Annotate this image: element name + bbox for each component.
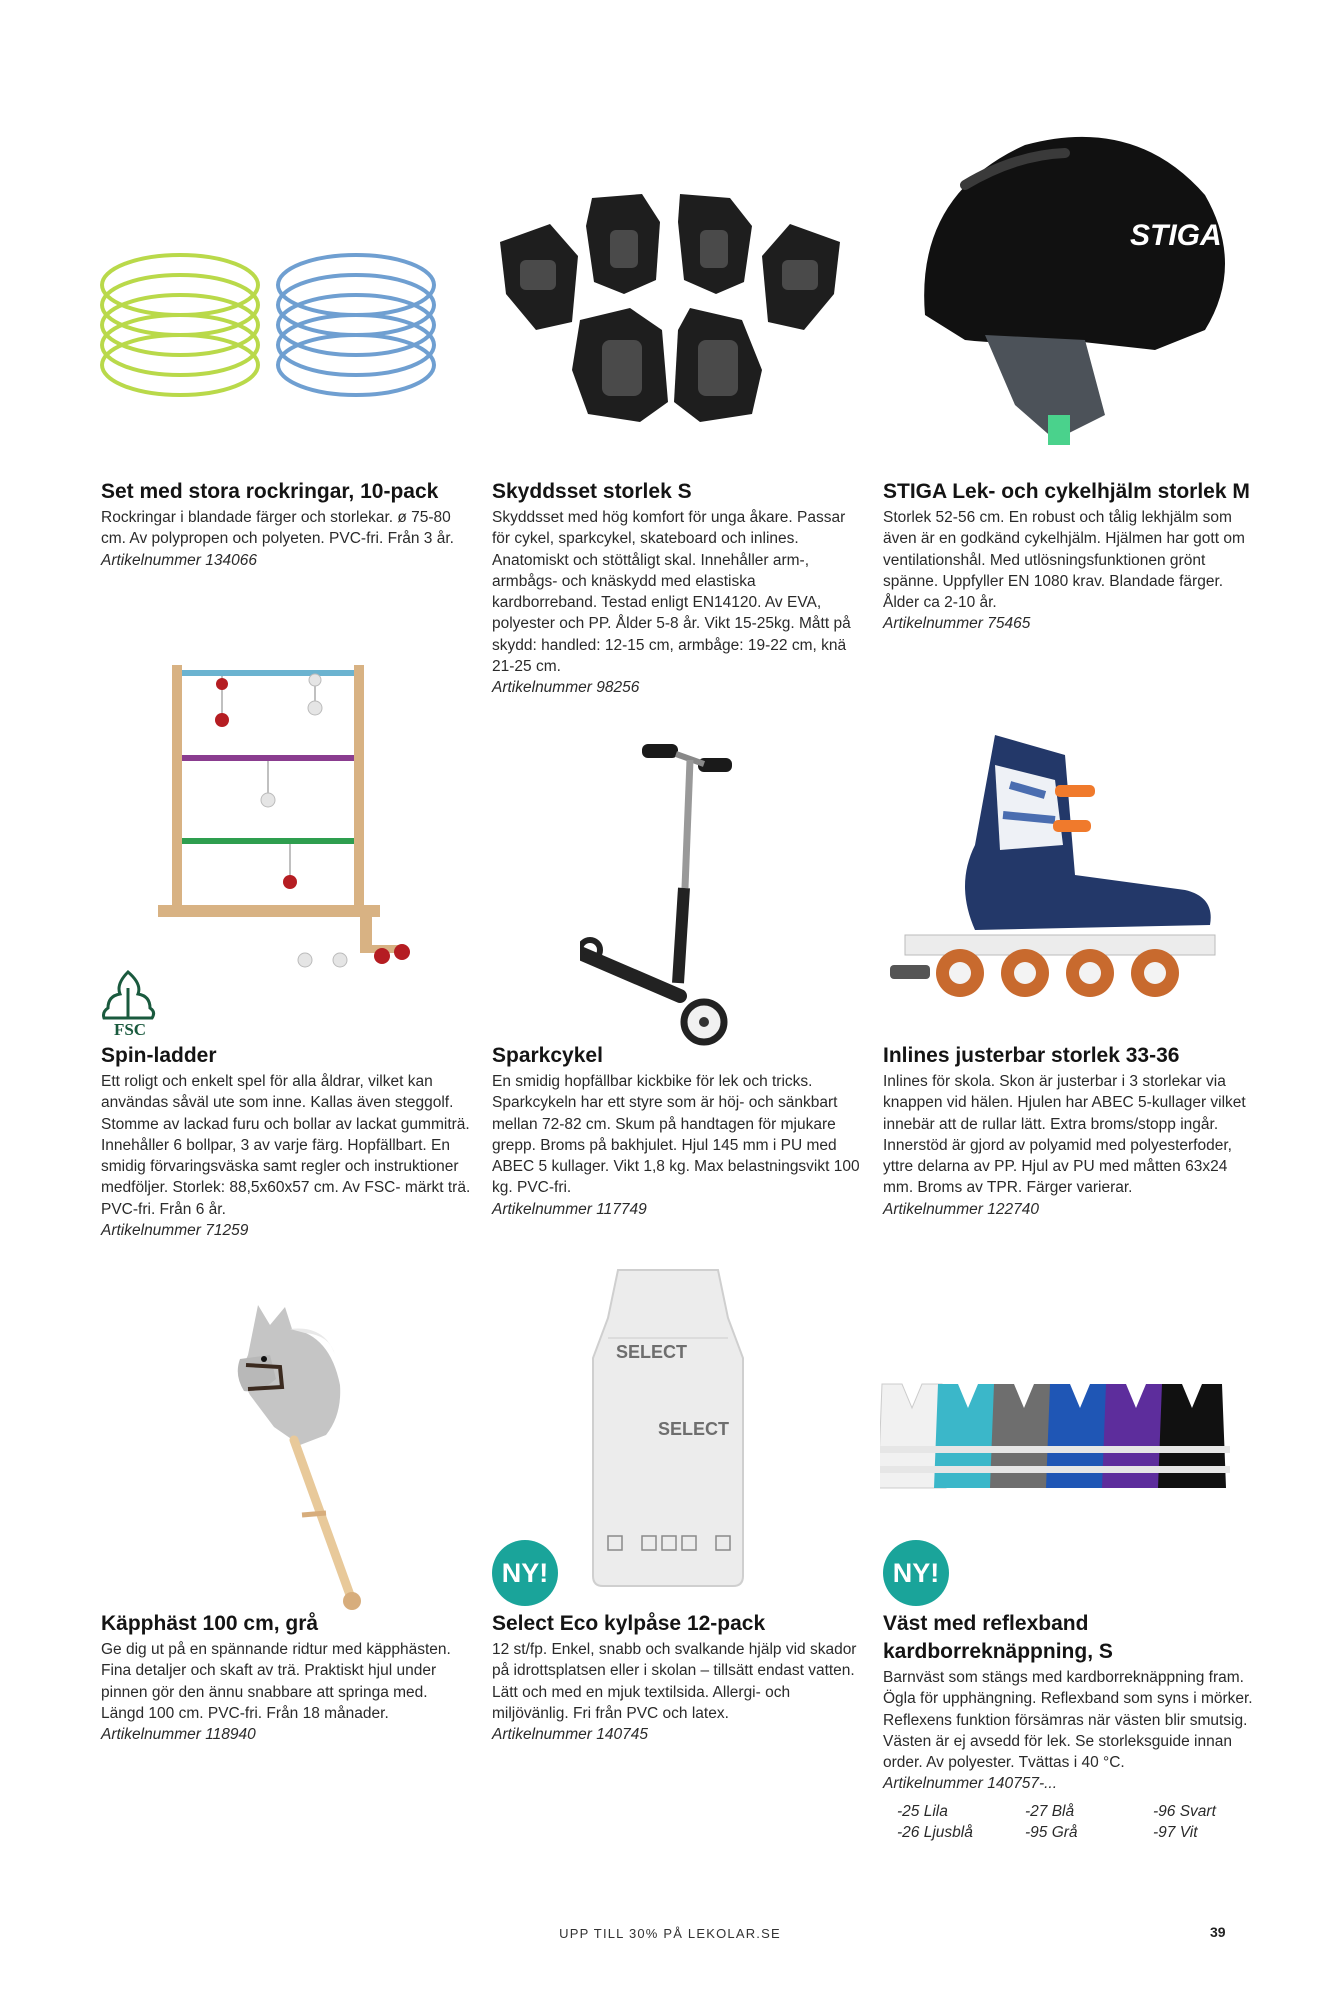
product-title: Väst med reflexband kardborreknäppning, S	[883, 1612, 1113, 1663]
product-article-number: Artikelnummer 117749	[492, 1200, 647, 1218]
product-title: Käpphäst 100 cm, grå	[101, 1612, 319, 1635]
product-description: Rockringar i blandade färger och storlekar. ø 75-80 cm. Av polypropen och polyeten. PVC-fri. Från 3 år.	[101, 509, 454, 548]
variant-item: -25 Lila	[897, 1802, 948, 1820]
product-description: Barnväst som stängs med kardborreknäppning fram. Ögla för upphängning. Reflexband som syns i mörker. Reflexens funktion försämras när västen blir smutsig. Västen är ej avsedd för lek. Se storleksguide innan order. Av polyester. Tvättas i 40 °C.	[883, 1669, 1253, 1772]
product-stiga-helmet	[883, 478, 1253, 635]
product-description: 12 st/fp. Enkel, snabb och svalkande hjälp vid skador på idrottsplatsen eller i skolan – tillsätt endast vatten. Lätt och med en mjuk textilsida. Allergi- och miljövänlig. Fri från PVC och latex.	[492, 1641, 857, 1722]
product-article-number: Artikelnummer 75465	[883, 615, 1031, 633]
stiga-brand-text: STIGA	[1130, 219, 1222, 252]
inline-skate-image	[885, 725, 1235, 1005]
product-title: STIGA Lek- och cykelhjälm storlek M	[883, 480, 1250, 503]
fsc-logo	[98, 968, 162, 1038]
variant-item: -97 Vit	[1153, 1824, 1198, 1842]
product-description: Skyddsset med hög komfort för unga åkare. Passar för cykel, sparkcykel, skateboard och inlines. Anatomiskt och stöttåligt skal. Innehåller arm-, armbågs- och knäskydd med elastiska kardborreband. Testad enligt EN14120. Av EVA, polyester och PP. Ålder 5-8 år. Vikt 15-25kg. Mått på skydd: handled: 12-15 cm, armbåge: 19-22 cm, knä 21-25 cm.	[492, 509, 851, 676]
product-title: Sparkcykel	[492, 1044, 603, 1067]
page-number: 39	[1210, 1924, 1226, 1940]
select-brand-text: SELECT	[616, 1342, 688, 1362]
variant-item: -96 Svart	[1153, 1802, 1216, 1820]
product-scooter	[492, 1042, 862, 1220]
product-title: Skyddsset storlek S	[492, 480, 692, 503]
spin-ladder-image	[150, 660, 430, 980]
product-article-number: Artikelnummer 140745	[492, 1726, 648, 1744]
product-article-number: Artikelnummer 98256	[492, 679, 640, 697]
product-description: Ett roligt och enkelt spel för alla åldrar, vilket kan användas såväl ute som inne. Kallas även steggolf. Stomme av lackad furu och bollar av lackat gummiträ. Innehåller 6 bollpar, 3 av varje färg. Hopfällbart. En smidig förvaringsväska samt regler och instruktioner medföljer. Storlek: 88,5x60x57 cm. Av FSC- märkt trä. PVC-fri. Från 6 år.	[101, 1073, 471, 1218]
new-badge: NY!	[492, 1540, 558, 1606]
stiga-helmet-image	[905, 125, 1235, 460]
product-inline-skates	[883, 1042, 1253, 1220]
product-hobby-horse	[101, 1610, 471, 1745]
product-reflective-vest	[883, 1610, 1253, 1843]
product-cold-pack	[492, 1610, 862, 1745]
variant-list	[883, 1801, 1253, 1844]
reflective-vests-image	[880, 1378, 1240, 1498]
product-article-number: Artikelnummer 140757-...	[883, 1775, 1058, 1793]
select-brand-text-2: SELECT	[658, 1419, 730, 1439]
product-spin-ladder	[101, 1042, 471, 1241]
product-article-number: Artikelnummer 71259	[101, 1222, 249, 1240]
product-hula-hoops	[101, 478, 471, 571]
product-article-number: Artikelnummer 134066	[101, 551, 257, 569]
product-description: En smidig hopfällbar kickbike för lek och tricks. Sparkcykeln har ett styre som är höj- och sänkbart mellan 72-82 cm. Skum på handtagen för mjukare grepp. Broms på bakhjulet. Hjul 145 mm i PU med ABEC 5 kullager. Vikt 1,8 kg. Max belastningsvikt 100 kg. PVC-fri.	[492, 1073, 860, 1197]
product-title: Set med stora rockringar, 10-pack	[101, 480, 439, 503]
scooter-image	[580, 738, 760, 1048]
product-description: Inlines för skola. Skon är justerbar i 3 storlekar via knappen vid hälen. Hjulen har ABEC 5-kullager vilket innebär att de rullar lätt. Extra broms/stopp ingår. Innerstöd är gjord av polyamid med polyesterfoder, yttre delarna av PP. Hjul av PU med måtten 63x24 mm. Broms av TPR. Färger varierar.	[883, 1073, 1246, 1197]
protective-pads-image	[490, 190, 850, 430]
product-title: Select Eco kylpåse 12-pack	[492, 1612, 766, 1635]
hula-hoops-image	[100, 245, 440, 405]
hobby-horse-image	[230, 1295, 370, 1620]
fsc-logo-text: FSC	[113, 1020, 147, 1038]
variant-item: -95 Grå	[1025, 1824, 1078, 1842]
variant-item: -26 Ljusblå	[897, 1824, 973, 1842]
variant-item: -27 Blå	[1025, 1802, 1075, 1820]
product-article-number: Artikelnummer 122740	[883, 1200, 1039, 1218]
product-article-number: Artikelnummer 118940	[101, 1726, 256, 1744]
new-badge: NY!	[883, 1540, 949, 1606]
cold-pack-image	[578, 1268, 758, 1588]
product-protective-set	[492, 478, 862, 699]
product-title: Spin-ladder	[101, 1044, 217, 1067]
page-footer: UPP TILL 30% PÅ LEKOLAR.SE	[559, 1926, 781, 1941]
product-title: Inlines justerbar storlek 33-36	[883, 1044, 1180, 1067]
product-description: Storlek 52-56 cm. En robust och tålig lekhjälm som även är en godkänd cykelhjälm. Hjälmen har gott om ventilationshål. Med utlösningsfunktionen grönt spänne. Uppfyller EN 1080 krav. Blandade färger. Ålder ca 2-10 år.	[883, 509, 1245, 612]
product-description: Ge dig ut på en spännande ridtur med käpphästen. Fina detaljer och skaft av trä. Praktiskt hjul under pinnen gör den ännu snabbare att springa med. Längd 100 cm. PVC-fri. Från 18 månader.	[101, 1641, 451, 1722]
